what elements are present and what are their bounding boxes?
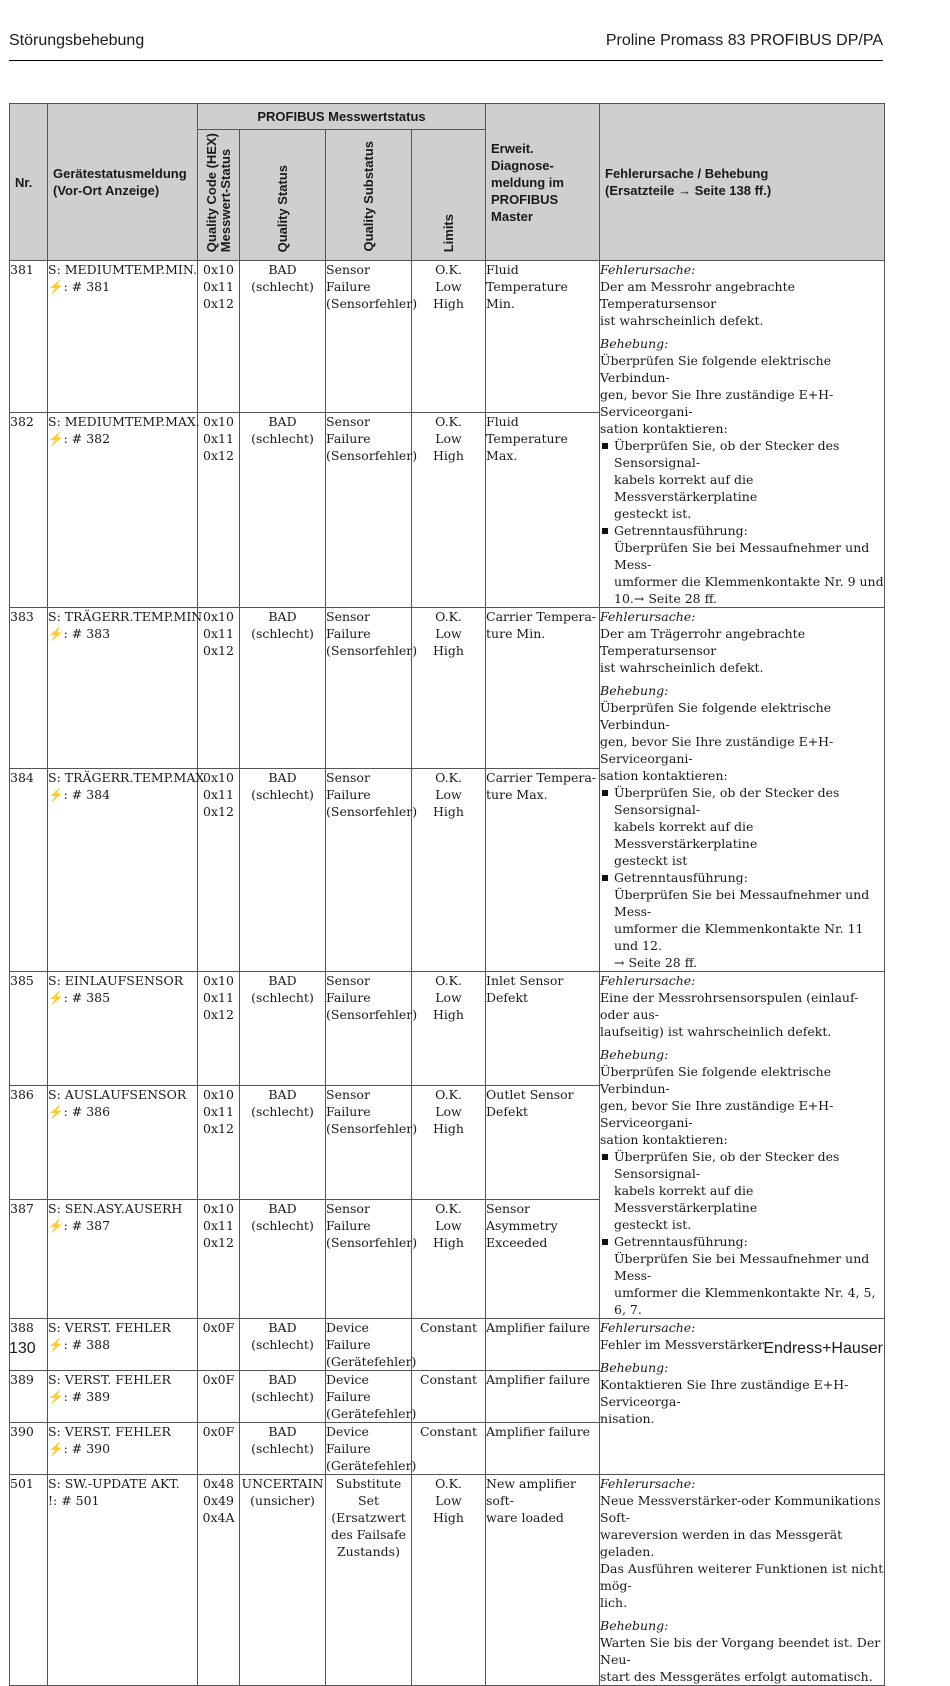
row-diagnosis: Carrier Tempera- ture Min. bbox=[486, 608, 600, 769]
remedy-cell bbox=[600, 608, 885, 972]
remedy-label: Behebung: bbox=[600, 1618, 669, 1633]
row-diagnosis: Carrier Tempera- ture Max. bbox=[486, 768, 600, 972]
row-hex: 0x10 0x11 0x12 bbox=[198, 768, 240, 972]
row-limits: Constant bbox=[412, 1319, 486, 1371]
remedy-cell bbox=[600, 972, 885, 1319]
row-hex: 0x0F bbox=[198, 1319, 240, 1371]
row-quality-status: BAD (schlecht) bbox=[240, 1371, 326, 1423]
col-header-device-message: Gerätestatusmeldung (Vor-Ort Anzeige) bbox=[48, 104, 198, 261]
page-footer bbox=[9, 1338, 883, 1362]
remedy-cell bbox=[600, 261, 885, 608]
row-quality-status: BAD (schlecht) bbox=[240, 972, 326, 1086]
col-header-extended-diagnosis: Erweit. Diagnose- meldung im PROFIBUS Master bbox=[486, 104, 600, 261]
page-number: 130 bbox=[9, 1340, 36, 1357]
row-limits: O.K. Low High bbox=[412, 1086, 486, 1200]
row-limits: O.K. Low High bbox=[412, 1200, 486, 1319]
remedy-bullet: Getrenntausführung: Überprüfen Sie bei Messaufnehmer und Mess- umformer die Klemmenkontakte Nr. 11 und 12. → Seite 28 ff. bbox=[600, 869, 884, 971]
row-message: S: SEN.ASY.AUSERH ⚡: # 387 bbox=[48, 1200, 198, 1319]
row-diagnosis: Sensor Asymmetry Exceeded bbox=[486, 1200, 600, 1319]
row-hex: 0x10 0x11 0x12 bbox=[198, 608, 240, 769]
document-title: Proline Promass 83 PROFIBUS DP/PA bbox=[605, 32, 883, 49]
row-limits: Constant bbox=[412, 1371, 486, 1423]
row-diagnosis: Outlet Sensor Defekt bbox=[486, 1086, 600, 1200]
remedy-bullet: Getrenntausführung: Überprüfen Sie bei Messaufnehmer und Mess- umformer die Klemmenkontakte Nr. 4, 5, 6, 7. bbox=[600, 1233, 884, 1318]
row-limits: O.K. Low High bbox=[412, 972, 486, 1086]
row-message: S: EINLAUFSENSOR ⚡: # 385 bbox=[48, 972, 198, 1086]
remedy-label: Behebung: bbox=[600, 336, 669, 351]
row-hex: 0x10 0x11 0x12 bbox=[198, 261, 240, 413]
row-nr: 385 bbox=[10, 972, 48, 1086]
row-quality-status: BAD (schlecht) bbox=[240, 412, 326, 607]
row-message: S: VERST. FEHLER ⚡: # 390 bbox=[48, 1423, 198, 1475]
row-nr: 388 bbox=[10, 1319, 48, 1371]
remedy-intro: Überprüfen Sie folgende elektrische Verbindun- gen, bevor Sie Ihre zuständige E+H-Serviceorgani- sation kontaktieren: bbox=[600, 1064, 834, 1147]
row-diagnosis: Amplifier failure bbox=[486, 1371, 600, 1423]
row-quality-status: BAD (schlecht) bbox=[240, 768, 326, 972]
col-header-quality-substatus: Quality Substatus bbox=[326, 130, 412, 261]
row-quality-status: BAD (schlecht) bbox=[240, 1200, 326, 1319]
row-hex: 0x10 0x11 0x12 bbox=[198, 1086, 240, 1200]
row-substatus: Sensor Failure (Sensorfehler) bbox=[326, 608, 412, 769]
row-nr: 382 bbox=[10, 412, 48, 607]
remedy-bullet: Überprüfen Sie, ob der Stecker des Sensorsignal- kabels korrekt auf die Messverstärkerplatine gesteckt ist. bbox=[600, 1148, 884, 1233]
col-header-quality-status: Quality Status bbox=[240, 130, 326, 261]
row-diagnosis: New amplifier soft- ware loaded bbox=[486, 1475, 600, 1686]
remedy-intro: Überprüfen Sie folgende elektrische Verbindun- gen, bevor Sie Ihre zuständige E+H-Serviceorgani- sation kontaktieren: bbox=[600, 700, 834, 783]
remedy-cell bbox=[600, 1475, 885, 1686]
table-row bbox=[10, 1475, 885, 1686]
row-message: S: VERST. FEHLER ⚡: # 389 bbox=[48, 1371, 198, 1423]
row-quality-status: BAD (schlecht) bbox=[240, 261, 326, 413]
row-message: S: VERST. FEHLER ⚡: # 388 bbox=[48, 1319, 198, 1371]
row-diagnosis: Fluid Temperature Max. bbox=[486, 412, 600, 607]
table-row bbox=[10, 608, 885, 769]
row-hex: 0x48 0x49 0x4A bbox=[198, 1475, 240, 1686]
cause-label: Fehlerursache: bbox=[600, 262, 696, 277]
row-diagnosis: Amplifier failure bbox=[486, 1423, 600, 1475]
row-limits: Constant bbox=[412, 1423, 486, 1475]
row-message: S: TRÄGERR.TEMP.MAX ⚡: # 384 bbox=[48, 768, 198, 972]
row-limits: O.K. Low High bbox=[412, 608, 486, 769]
cause-text: Neue Messverstärker-oder Kommunikations Soft- wareversion werden in das Messgerät geladen. Das Ausführen weiterer Funktionen ist nicht mög- lich. bbox=[600, 1493, 884, 1610]
row-hex: 0x0F bbox=[198, 1371, 240, 1423]
status-message-table bbox=[9, 103, 885, 1686]
row-limits: O.K. Low High bbox=[412, 768, 486, 972]
row-substatus: Sensor Failure (Sensorfehler) bbox=[326, 768, 412, 972]
col-header-profibus-group: PROFIBUS Messwertstatus bbox=[198, 104, 486, 130]
table-row bbox=[10, 261, 885, 413]
remedy-intro: Überprüfen Sie folgende elektrische Verbindun- gen, bevor Sie Ihre zuständige E+H-Serviceorgani- sation kontaktieren: bbox=[600, 353, 834, 436]
row-hex: 0x0F bbox=[198, 1423, 240, 1475]
row-quality-status: BAD (schlecht) bbox=[240, 608, 326, 769]
row-substatus: Device Failure (Gerätefehler) bbox=[326, 1372, 417, 1421]
remedy-label: Behebung: bbox=[600, 1360, 669, 1375]
cause-text: Der am Messrohr angebrachte Temperatursensor ist wahrscheinlich defekt. bbox=[600, 279, 795, 328]
row-limits: O.K. Low High bbox=[412, 1475, 486, 1686]
table-row bbox=[10, 972, 885, 1086]
row-message: S: MEDIUMTEMP.MAX. ⚡: # 382 bbox=[48, 412, 198, 607]
row-substatus: Device Failure (Gerätefehler) bbox=[326, 1424, 417, 1473]
row-quality-status: BAD (schlecht) bbox=[240, 1086, 326, 1200]
row-diagnosis: Amplifier failure bbox=[486, 1319, 600, 1371]
row-substatus: Sensor Failure (Sensorfehler) bbox=[326, 1200, 412, 1319]
row-nr: 381 bbox=[10, 261, 48, 413]
row-nr: 390 bbox=[10, 1423, 48, 1475]
row-message: S: SW.-UPDATE AKT. !: # 501 bbox=[48, 1475, 198, 1686]
row-substatus: Sensor Failure (Sensorfehler) bbox=[326, 261, 412, 413]
remedy-text: Warten Sie bis der Vorgang beendet ist. Der Neu- start des Messgerätes erfolgt automatisch. bbox=[600, 1635, 881, 1684]
row-message: S: TRÄGERR.TEMP.MIN ⚡: # 383 bbox=[48, 608, 198, 769]
row-diagnosis: Inlet Sensor Defekt bbox=[486, 972, 600, 1086]
cause-label: Fehlerursache: bbox=[600, 1320, 696, 1335]
row-nr: 386 bbox=[10, 1086, 48, 1200]
cause-text: Der am Trägerrohr angebrachte Temperatursensor ist wahrscheinlich defekt. bbox=[600, 626, 806, 675]
col-header-nr: Nr. bbox=[10, 104, 48, 261]
row-nr: 383 bbox=[10, 608, 48, 769]
remedy-bullet: Getrenntausführung: Überprüfen Sie bei Messaufnehmer und Mess- umformer die Klemmenkontakte Nr. 9 und 10.→ Seite 28 ff. bbox=[600, 522, 884, 607]
row-quality-status: BAD (schlecht) bbox=[240, 1319, 326, 1371]
row-hex: 0x10 0x11 0x12 bbox=[198, 412, 240, 607]
remedy-bullet: Überprüfen Sie, ob der Stecker des Sensorsignal- kabels korrekt auf die Messverstärkerplatine gesteckt ist. bbox=[600, 437, 884, 522]
row-limits: O.K. Low High bbox=[412, 412, 486, 607]
remedy-label: Behebung: bbox=[600, 1047, 669, 1062]
cause-label: Fehlerursache: bbox=[600, 1476, 696, 1491]
col-header-limits: Limits bbox=[412, 130, 486, 261]
row-hex: 0x10 0x11 0x12 bbox=[198, 1200, 240, 1319]
remedy-text: Kontaktieren Sie Ihre zuständige E+H-Serviceorga- nisation. bbox=[600, 1377, 849, 1426]
page-header bbox=[9, 30, 883, 60]
col-header-quality-code: Quality Code (HEX) Messwert-Status bbox=[198, 130, 240, 261]
row-nr: 384 bbox=[10, 768, 48, 972]
remedy-label: Behebung: bbox=[600, 683, 669, 698]
row-nr: 387 bbox=[10, 1200, 48, 1319]
remedy-bullet: Überprüfen Sie, ob der Stecker des Sensorsignal- kabels korrekt auf die Messverstärkerplatine gesteckt ist bbox=[600, 784, 884, 869]
cause-label: Fehlerursache: bbox=[600, 609, 696, 624]
cause-label: Fehlerursache: bbox=[600, 973, 696, 988]
row-limits: O.K. Low High bbox=[412, 261, 486, 413]
row-nr: 389 bbox=[10, 1371, 48, 1423]
row-hex: 0x10 0x11 0x12 bbox=[198, 972, 240, 1086]
row-substatus: Sensor Failure (Sensorfehler) bbox=[326, 412, 412, 607]
row-substatus: Sensor Failure (Sensorfehler) bbox=[326, 972, 412, 1086]
row-diagnosis: Fluid Temperature Min. bbox=[486, 261, 600, 413]
col-header-cause-remedy: Fehlerursache / Behebung (Ersatzteile → Seite 138 ff.) bbox=[600, 104, 885, 261]
row-substatus: Sensor Failure (Sensorfehler) bbox=[326, 1086, 412, 1200]
row-message: S: AUSLAUFSENSOR ⚡: # 386 bbox=[48, 1086, 198, 1200]
row-nr: 501 bbox=[10, 1475, 48, 1686]
row-substatus: Device Failure (Gerätefehler) bbox=[326, 1320, 417, 1369]
cause-text: Eine der Messrohrsensorspulen (einlauf- oder aus- laufseitig) ist wahrscheinlich defekt. bbox=[600, 990, 859, 1039]
row-quality-status: BAD (schlecht) bbox=[240, 1423, 326, 1475]
brand-name: Endress+Hauser bbox=[763, 1340, 883, 1357]
cause-text: Fehler im Messverstärker bbox=[600, 1337, 764, 1352]
row-quality-status: UNCERTAIN (unsicher) bbox=[240, 1475, 326, 1686]
header-rule bbox=[9, 60, 883, 61]
row-substatus: Substitute Set (Ersatzwert des Failsafe Zustands) bbox=[326, 1475, 412, 1686]
section-title: Störungsbehebung bbox=[9, 32, 145, 49]
row-message: S: MEDIUMTEMP.MIN. ⚡: # 381 bbox=[48, 261, 198, 413]
